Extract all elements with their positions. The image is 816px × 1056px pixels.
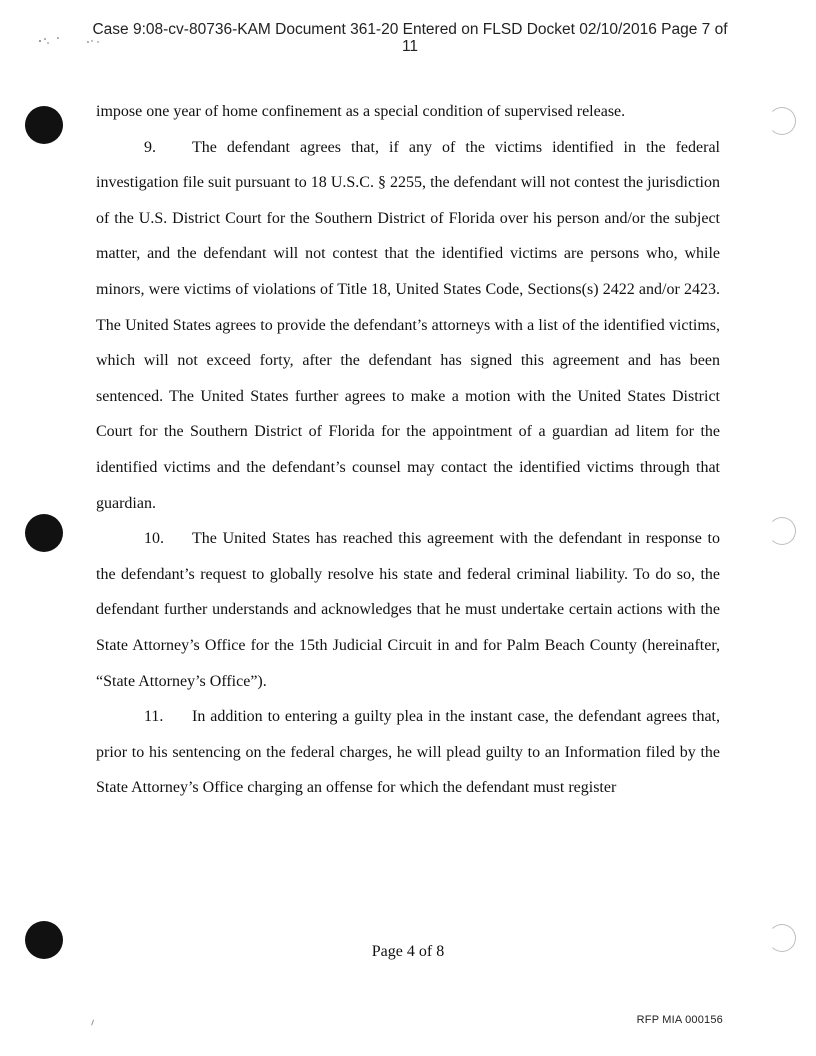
punch-hole-outline — [768, 107, 796, 135]
court-filing-header-page-total: 11 — [401, 38, 419, 55]
bates-number: RFP MIA 000156 — [636, 1014, 723, 1026]
paragraph-text: impose one year of home confinement as a special condition of supervised release. — [96, 103, 626, 120]
paragraph-11 — [96, 699, 720, 806]
paragraph-number: 9. — [144, 138, 156, 156]
paragraph-text: In addition to entering a guilty plea in the instant case, the defendant agrees that, prior to his sentencing on the federal charges, he will plead guilty to an Information filed by the State Attorney’s Office charging an offense for which the defendant must register — [96, 708, 720, 797]
paragraph-text: The defendant agrees that, if any of the victims identified in the federal investigation file suit pursuant to 18 U.S.C. § 2255, the defendant will not contest the jurisdiction of the U.S. District Court for the Southern District of Florida over his person and/or the subject matter, and the defendant will not contest that the identified victims are persons who, while minors, were victims of violations of Title 18, United States Code, Sections(s) 2422 and/or 2423. The United States agrees to provide the defendant’s attorneys with a list of the identified victims, which will not exceed forty, after the defendant has signed this agreement and has been sentenced. The United States further agrees to make a motion with the United States District Court for the Southern District of Florida for the appointment of a guardian ad litem for the identified victims and the defendant’s counsel may contact the identified victims through that guardian. — [96, 138, 720, 512]
scan-mark — [91, 1019, 97, 1026]
court-filing-header-line: Case 9:08-cv-80736-KAM Document 361-20 Entered on FLSD Docket 02/10/2016 Page 7 of — [92, 21, 728, 38]
binder-hole — [25, 514, 63, 552]
paragraph-number: 11. — [144, 708, 164, 726]
scan-speckle — [36, 30, 106, 44]
court-filing-header — [60, 21, 760, 56]
paragraph-continued — [96, 94, 720, 130]
punch-hole-outline — [768, 517, 796, 545]
paragraph-10 — [96, 521, 720, 699]
paragraph-9 — [96, 130, 720, 522]
document-body — [96, 94, 720, 806]
paragraph-number: 10. — [144, 530, 164, 548]
binder-hole — [25, 106, 63, 144]
page-number: Page 4 of 8 — [371, 943, 445, 960]
paragraph-text: The United States has reached this agreement with the defendant in response to the defendant’s request to globally resolve his state and federal criminal liability. To do so, the defendant further understands and acknowledges that he must undertake certain actions with the State Attorney’s Office for the 15th Judicial Circuit in and for Palm Beach County (hereinafter, “State Attorney’s Office”). — [96, 530, 720, 690]
